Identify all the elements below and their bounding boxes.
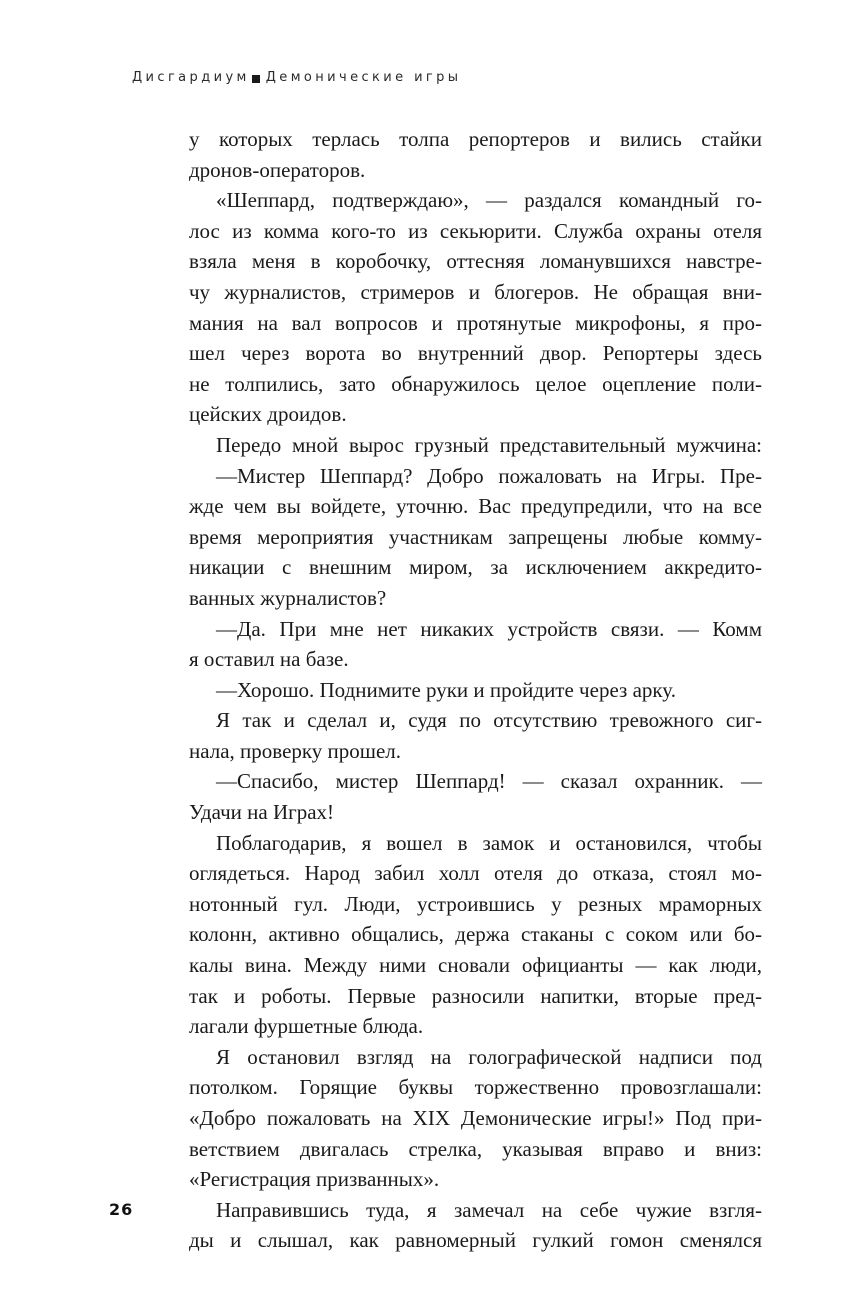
text-line: Удачи на Играх!	[189, 800, 335, 825]
text-line: —Хорошо. Поднимите руки и пройдите через арку.	[216, 677, 676, 702]
text-line: Передо мной вырос грузный представительный мужчина:	[216, 432, 762, 457]
series-title: Дисгардиум	[132, 70, 250, 85]
text-line: —Спасибо, мистер Шеппард! — сказал охранник. —	[216, 769, 762, 794]
separator-square-icon	[252, 75, 260, 83]
text-line: я оставил на базе.	[189, 647, 349, 672]
text-line: калы вина. Между ними сновали официанты — как люди,	[189, 953, 762, 978]
text-line: «Шеппард, подтверждаю», — раздался командный го-	[216, 188, 762, 213]
running-head	[132, 70, 461, 85]
text-line: потолком. Горящие буквы торжественно провозглашали:	[189, 1075, 762, 1100]
text-line: —Да. При мне нет никаких устройств связи. — Комм	[216, 616, 762, 641]
text-line: у которых терлась толпа репортеров и вились стайки	[189, 127, 762, 151]
text-line: ветствием двигалась стрелка, указывая вправо и вниз:	[189, 1136, 762, 1161]
text-line: «Добро пожаловать на XIX Демонические игры!» Под при-	[189, 1106, 762, 1130]
text-line: никации с внешним миром, за исключением аккредито-	[189, 555, 762, 580]
text-line: лагали фуршетные блюда.	[189, 1014, 424, 1039]
text-line: Поблагодарив, я вошел в замок и остановился, чтобы	[216, 830, 762, 855]
text-line: ванных журналистов?	[189, 585, 387, 610]
text-line: так и роботы. Первые разносили напитки, вторые пред-	[189, 983, 762, 1008]
text-line: дронов-операторов.	[189, 157, 366, 182]
text-line: Я так и сделал и, судя по отсутствию тревожного сиг-	[216, 708, 762, 733]
text-line: нала, проверку прошел.	[189, 738, 402, 763]
text-line: жде чем вы войдете, уточню. Вас предупредили, что на все	[189, 494, 762, 519]
text-line: время мероприятия участникам запрещены любые комму-	[189, 524, 762, 549]
text-line: шел через ворота во внутренний двор. Репортеры здесь	[189, 341, 762, 366]
text-line: чу журналистов, стримеров и блогеров. Не обращая вни-	[189, 279, 762, 304]
text-line: оглядеться. Народ забил холл отеля до отказа, стоял мо-	[189, 861, 762, 886]
text-line: Я остановил взгляд на голографической надписи под	[216, 1044, 762, 1069]
book-title: Демонические игры	[265, 70, 462, 85]
page-number: 26	[109, 1200, 134, 1219]
text-line: цейских дроидов.	[189, 402, 347, 427]
text-line: колонн, активно общались, держа стаканы с соком или бо-	[189, 922, 762, 947]
text-line: «Регистрация призванных».	[189, 1167, 440, 1192]
text-line: мания на вал вопросов и протянутые микрофоны, я про-	[189, 310, 762, 335]
text-line: ды и слышал, как равномерный гулкий гомон сменялся	[189, 1228, 762, 1253]
text-line: не толпились, зато обнаружилось целое оцепление поли-	[189, 371, 762, 396]
text-line: нотонный гул. Люди, устроившись у резных мраморных	[189, 891, 762, 916]
text-line: —Мистер Шеппард? Добро пожаловать на Игры. Пре-	[216, 463, 762, 488]
text-line: лос из комма кого-то из секьюрити. Служба охраны отеля	[189, 218, 762, 243]
body-text	[189, 124, 762, 1256]
text-line: Направившись туда, я замечал на себе чужие взгля-	[216, 1197, 762, 1222]
text-line: взяла меня в коробочку, оттесняя ломанувшихся навстре-	[189, 249, 762, 274]
